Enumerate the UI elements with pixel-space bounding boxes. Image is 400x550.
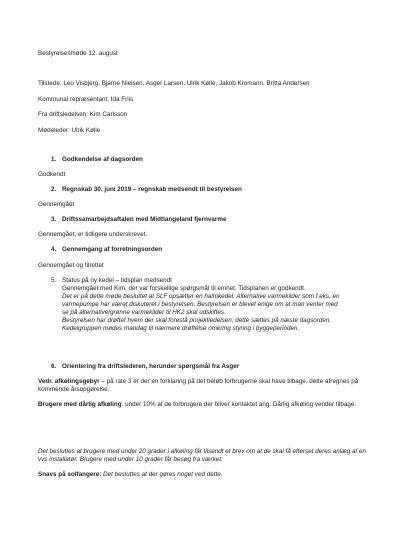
item-note: Godkendt — [38, 171, 66, 178]
item-body-line: Kedelgruppen mødes mandag til nærmere drøftelse omkring styring i byggeperioden. — [62, 325, 300, 332]
item-body-line: Det er på dette møde besluttet at SLF opsætter en halmkedel. Alternative varmekilder som f.eks. en — [62, 293, 340, 300]
brugere-paragraph — [38, 401, 373, 409]
item-number: 1. — [51, 156, 57, 163]
item-note: Gennemgået og tilrettet — [38, 262, 104, 269]
item-body-line: Gennemgået med Kim, der var forskellige spørgsmål til emnet. Tidsplanen er godkendt. — [62, 285, 306, 292]
municipal-rep-line: Kommunal repræsentant: Ida Friis — [38, 96, 134, 103]
snavs-paragraph — [38, 471, 373, 479]
item-heading: Gennemgang af forretningsorden — [62, 246, 163, 253]
item-body-line: varmepumpe har været diskuteret i bestyrelsen. Bestyrelsen er blevet enige om at man venter med — [62, 301, 338, 308]
item-heading: Regnskab 30. juni 2019 – regnskab medsendt til bestyrelsen — [62, 186, 242, 193]
brugere-text: . under 10% af de forbrugere der bliver kontaktet ang. Dårlig afkøling vender tilbage. — [121, 401, 357, 408]
item-heading: Godkendelse af dagsorden — [62, 156, 143, 163]
item-heading: Orientering fra driftslederen, herunder spørgsmål fra Asger — [62, 363, 240, 370]
attendees-line: Tilstede: Leo Visbjerg, Bjarne Nielsen, Asger Larsen, Ulrik Kølle, Jakob Kromann, Britta Andersen — [38, 80, 310, 87]
item-number: 5. — [51, 277, 57, 284]
operations-line: Fra driftsledelsen: Kim Carlsson — [38, 111, 128, 118]
item-note: Gennemgået — [38, 201, 75, 208]
item-number: 6. — [51, 363, 57, 370]
item-number: 3. — [51, 216, 57, 223]
item-number: 2. — [51, 186, 57, 193]
decision-paragraph: Det besluttes at brugere med under 20 grader i afkøling får tilsendt et brev om at de skal få efterset deres anlæg af en vvs installatør. Brugere med under 10 grader får besøg fra værket. — [38, 448, 366, 463]
afkoelingsgebyr-label: Vedr. afkølingsgebyr – — [38, 378, 105, 385]
snavs-text: Det besluttes at der gøres noget ved dette. — [101, 471, 223, 478]
item-body-line: se på alternative/grønne varmekilder til HK2 skal udskiftes. — [62, 309, 226, 316]
item-number: 4. — [51, 246, 57, 253]
item-heading: Status på ny kedel – tidsplan medsendt — [62, 277, 172, 284]
item-note: Gennemgået, er tidligere underskrevet. — [38, 231, 148, 238]
item-heading: Driftssamarbejdsaftalen med Midtlangeland fjernvarme — [62, 216, 227, 223]
afkoelingsgebyr-text: på rate 3 er der en forklaring på det beløb forbrugerne skal have tilbage, dette afregnes på kommende årsopgørelse. — [38, 378, 359, 393]
afkoelingsgebyr-paragraph — [38, 378, 373, 394]
item-body-line: Bestyrelsen har drøftet hvem der skal forestå projektledelsen, dette sættes på næste dagsorden. — [62, 317, 332, 324]
snavs-label: Snavs på solfangere: — [38, 471, 102, 478]
chair-line: Mødeleder: Ulrik Kølle — [38, 127, 101, 134]
brugere-label: Brugere med dårlig afkøling — [38, 401, 122, 408]
meeting-title: Bestyrelsesmøde 12. august — [38, 50, 118, 57]
